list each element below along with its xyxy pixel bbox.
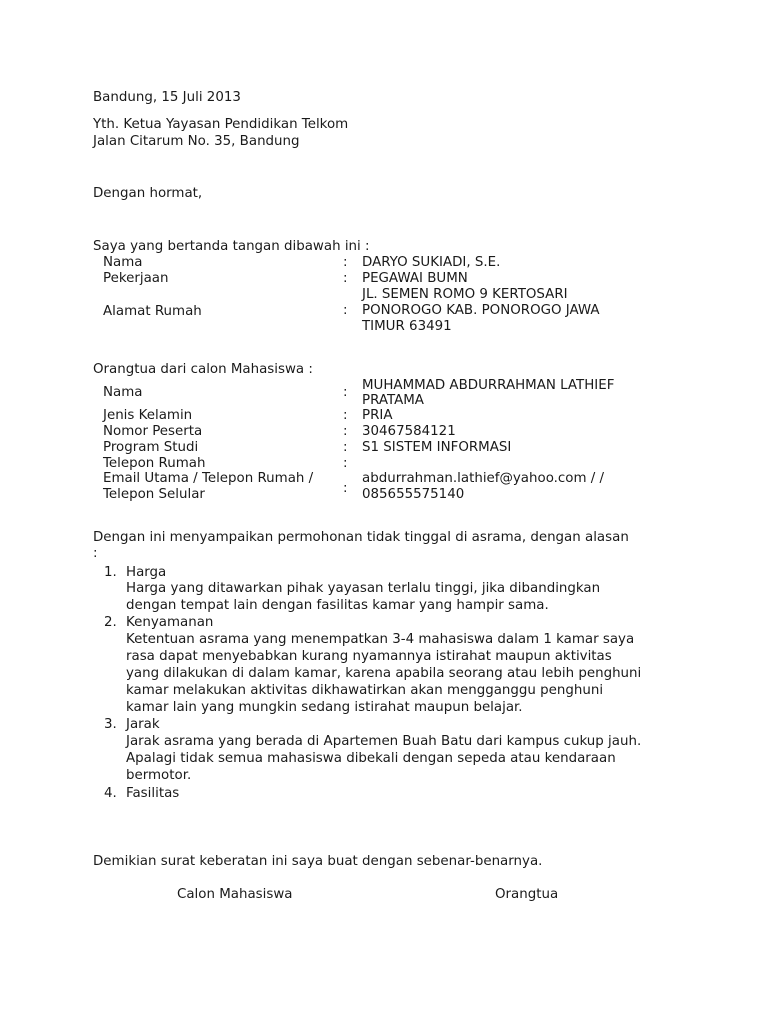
- reason-text-line: yang dilakukan di dalam kamar, karena apabila seorang atau lebih penghuni: [126, 666, 642, 681]
- colon: :: [343, 481, 348, 496]
- student-number-label: Nomor Peserta: [103, 424, 203, 439]
- student-intro: Orangtua dari calon Mahasiswa :: [93, 362, 313, 377]
- recipient-line-1: Yth. Ketua Yayasan Pendidikan Telkom: [93, 117, 349, 132]
- colon: :: [343, 303, 348, 318]
- reason-text-line: dengan tempat lain dengan fasilitas kamar yang hampir sama.: [126, 598, 549, 613]
- signer-intro: Saya yang bertanda tangan dibawah ini :: [93, 239, 370, 254]
- reason-text-line: Ketentuan asrama yang menempatkan 3-4 mahasiswa dalam 1 kamar saya: [126, 632, 635, 647]
- colon: :: [343, 408, 348, 423]
- student-contact-value-line-1: abdurrahman.lathief@yahoo.com / /: [362, 471, 605, 486]
- colon: :: [343, 255, 348, 270]
- reason-text-line: rasa dapat menyebabkan kurang nyamannya istirahat maupun aktivitas: [126, 649, 612, 664]
- colon: :: [343, 271, 348, 286]
- student-contact-value-line-2: 085655575140: [362, 487, 465, 502]
- reason-title: Jarak: [126, 717, 160, 732]
- colon: :: [343, 456, 348, 471]
- reason-text-line: kamar melakukan aktivitas dikhawatirkan akan mengganggu penghuni: [126, 683, 604, 698]
- reason-title: Fasilitas: [126, 786, 180, 801]
- student-home-phone-label: Telepon Rumah: [103, 456, 206, 471]
- student-program-label: Program Studi: [103, 440, 199, 455]
- reason-number: 4.: [104, 786, 117, 801]
- signer-address-label: Alamat Rumah: [103, 304, 202, 319]
- signer-address-line-1: JL. SEMEN ROMO 9 KERTOSARI: [362, 287, 568, 302]
- colon: :: [343, 440, 348, 455]
- request-line-2: :: [93, 546, 98, 561]
- signer-job-value: PEGAWAI BUMN: [362, 271, 468, 286]
- colon: :: [343, 424, 348, 439]
- student-name-line-1: MUHAMMAD ABDURRAHMAN LATHIEF: [362, 378, 615, 393]
- student-gender-value: PRIA: [362, 408, 393, 423]
- request-line-1: Dengan ini menyampaikan permohonan tidak tinggal di asrama, dengan alasan: [93, 530, 629, 545]
- colon: :: [343, 385, 348, 400]
- recipient-line-2: Jalan Citarum No. 35, Bandung: [93, 134, 300, 149]
- signer-name-label: Nama: [103, 255, 143, 270]
- signer-address-line-2: PONOROGO KAB. PONOROGO JAWA: [362, 303, 600, 318]
- signer-name-value: DARYO SUKIADI, S.E.: [362, 255, 501, 270]
- reason-title: Kenyamanan: [126, 615, 214, 630]
- signer-address-line-3: TIMUR 63491: [362, 319, 452, 334]
- date-line: Bandung, 15 Juli 2013: [93, 90, 241, 105]
- student-name-label: Nama: [103, 385, 143, 400]
- closing-statement: Demikian surat keberatan ini saya buat dengan sebenar-benarnya.: [93, 854, 543, 869]
- student-contact-label-line-1: Email Utama / Telepon Rumah /: [103, 471, 314, 486]
- greeting: Dengan hormat,: [93, 186, 203, 201]
- reason-text-line: Apalagi tidak semua mahasiswa dibekali dengan sepeda atau kendaraan: [126, 751, 616, 766]
- student-gender-label: Jenis Kelamin: [103, 408, 193, 423]
- student-name-line-2: PRATAMA: [362, 393, 424, 408]
- student-number-value: 30467584121: [362, 424, 456, 439]
- signature-left-label: Calon Mahasiswa: [177, 887, 293, 902]
- reason-text-line: Jarak asrama yang berada di Apartemen Buah Batu dari kampus cukup jauh.: [126, 734, 642, 749]
- reason-title: Harga: [126, 565, 167, 580]
- student-program-value: S1 SISTEM INFORMASI: [362, 440, 512, 455]
- reason-number: 3.: [104, 717, 117, 732]
- signer-job-label: Pekerjaan: [103, 271, 169, 286]
- reason-number: 1.: [104, 565, 117, 580]
- reason-text-line: kamar lain yang mungkin sedang istirahat maupun belajar.: [126, 700, 523, 715]
- reason-text-line: Harga yang ditawarkan pihak yayasan terlalu tinggi, jika dibandingkan: [126, 581, 601, 596]
- reason-text-line: bermotor.: [126, 768, 192, 783]
- reason-number: 2.: [104, 615, 117, 630]
- signature-right-label: Orangtua: [495, 887, 559, 902]
- student-contact-label-line-2: Telepon Selular: [103, 487, 205, 502]
